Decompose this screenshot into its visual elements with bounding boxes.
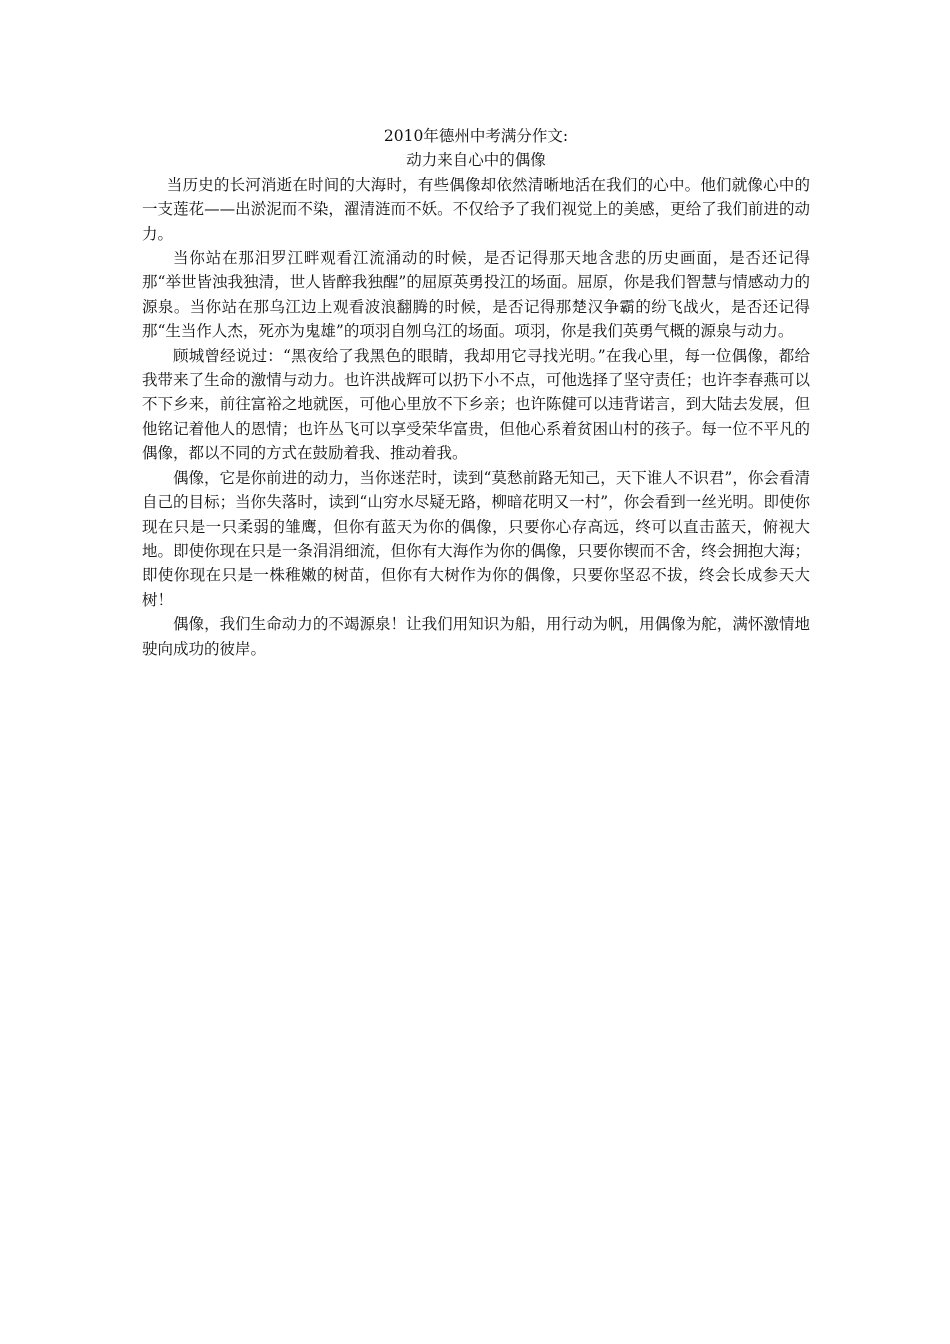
paragraph-5: 偶像，我们生命动力的不竭源泉！让我们用知识为船，用行动为帆，用偶像为舵，满怀激情地驶向成功的彼岸。 bbox=[142, 615, 810, 658]
paragraph-4: 偶像，它是你前进的动力，当你迷茫时，读到“莫愁前路无知己，天下谁人不识君”，你会看清自己的目标；当你失落时，读到“山穷水尽疑无路，柳暗花明又一村”，你会看到一丝光明。即使你现在只是一只柔弱的雏鹰，但你有蓝天为你的偶像，只要你心存高远，终可以直击蓝天，俯视大地。即使你现在只是一条涓涓细流，但你有大海作为你的偶像，只要你锲而不舍，终会拥抱大海；即使你现在只是一株稚嫩的树苗，但你有大树作为你的偶像，只要你坚忍不拔，终会长成参天大树！ bbox=[142, 468, 810, 609]
essay-body bbox=[142, 124, 810, 661]
essay-heading: 2010年德州中考满分作文: bbox=[383, 127, 569, 145]
paragraph-2: 当你站在那汨罗江畔观看江流涌动的时候，是否记得那天地含悲的历史画面，是否还记得那“举世皆浊我独清，世人皆醉我独醒”的屈原英勇投江的场面。屈原，你是我们智慧与情感动力的源泉。当你站在那乌江边上观看波浪翻腾的时候，是否记得那楚汉争霸的纷飞战火，是否还记得那“生当作人杰，死亦为鬼雄”的项羽自刎乌江的场面。项羽，你是我们英勇气概的源泉与动力。 bbox=[142, 249, 810, 341]
paragraph-3: 顾城曾经说过：“黑夜给了我黑色的眼睛，我却用它寻找光明。”在我心里，每一位偶像，都给我带来了生命的激情与动力。也许洪战辉可以扔下小不点，可他选择了坚守责任；也许李春燕可以不下乡来，前往富裕之地就医，可他心里放不下乡亲；也许陈健可以违背诺言，到大陆去发展，但他铭记着他人的恩情；也许丛飞可以享受荣华富贵，但他心系着贫困山村的孩子。每一位不平凡的偶像，都以不同的方式在鼓励着我、推动着我。 bbox=[142, 346, 810, 463]
paragraph-1: 当历史的长河消逝在时间的大海时，有些偶像却依然清晰地活在我们的心中。他们就像心中的一支莲花——出淤泥而不染，濯清涟而不妖。不仅给予了我们视觉上的美感，更给了我们前进的动力。 bbox=[142, 175, 810, 243]
essay-title: 动力来自心中的偶像 bbox=[406, 151, 546, 170]
